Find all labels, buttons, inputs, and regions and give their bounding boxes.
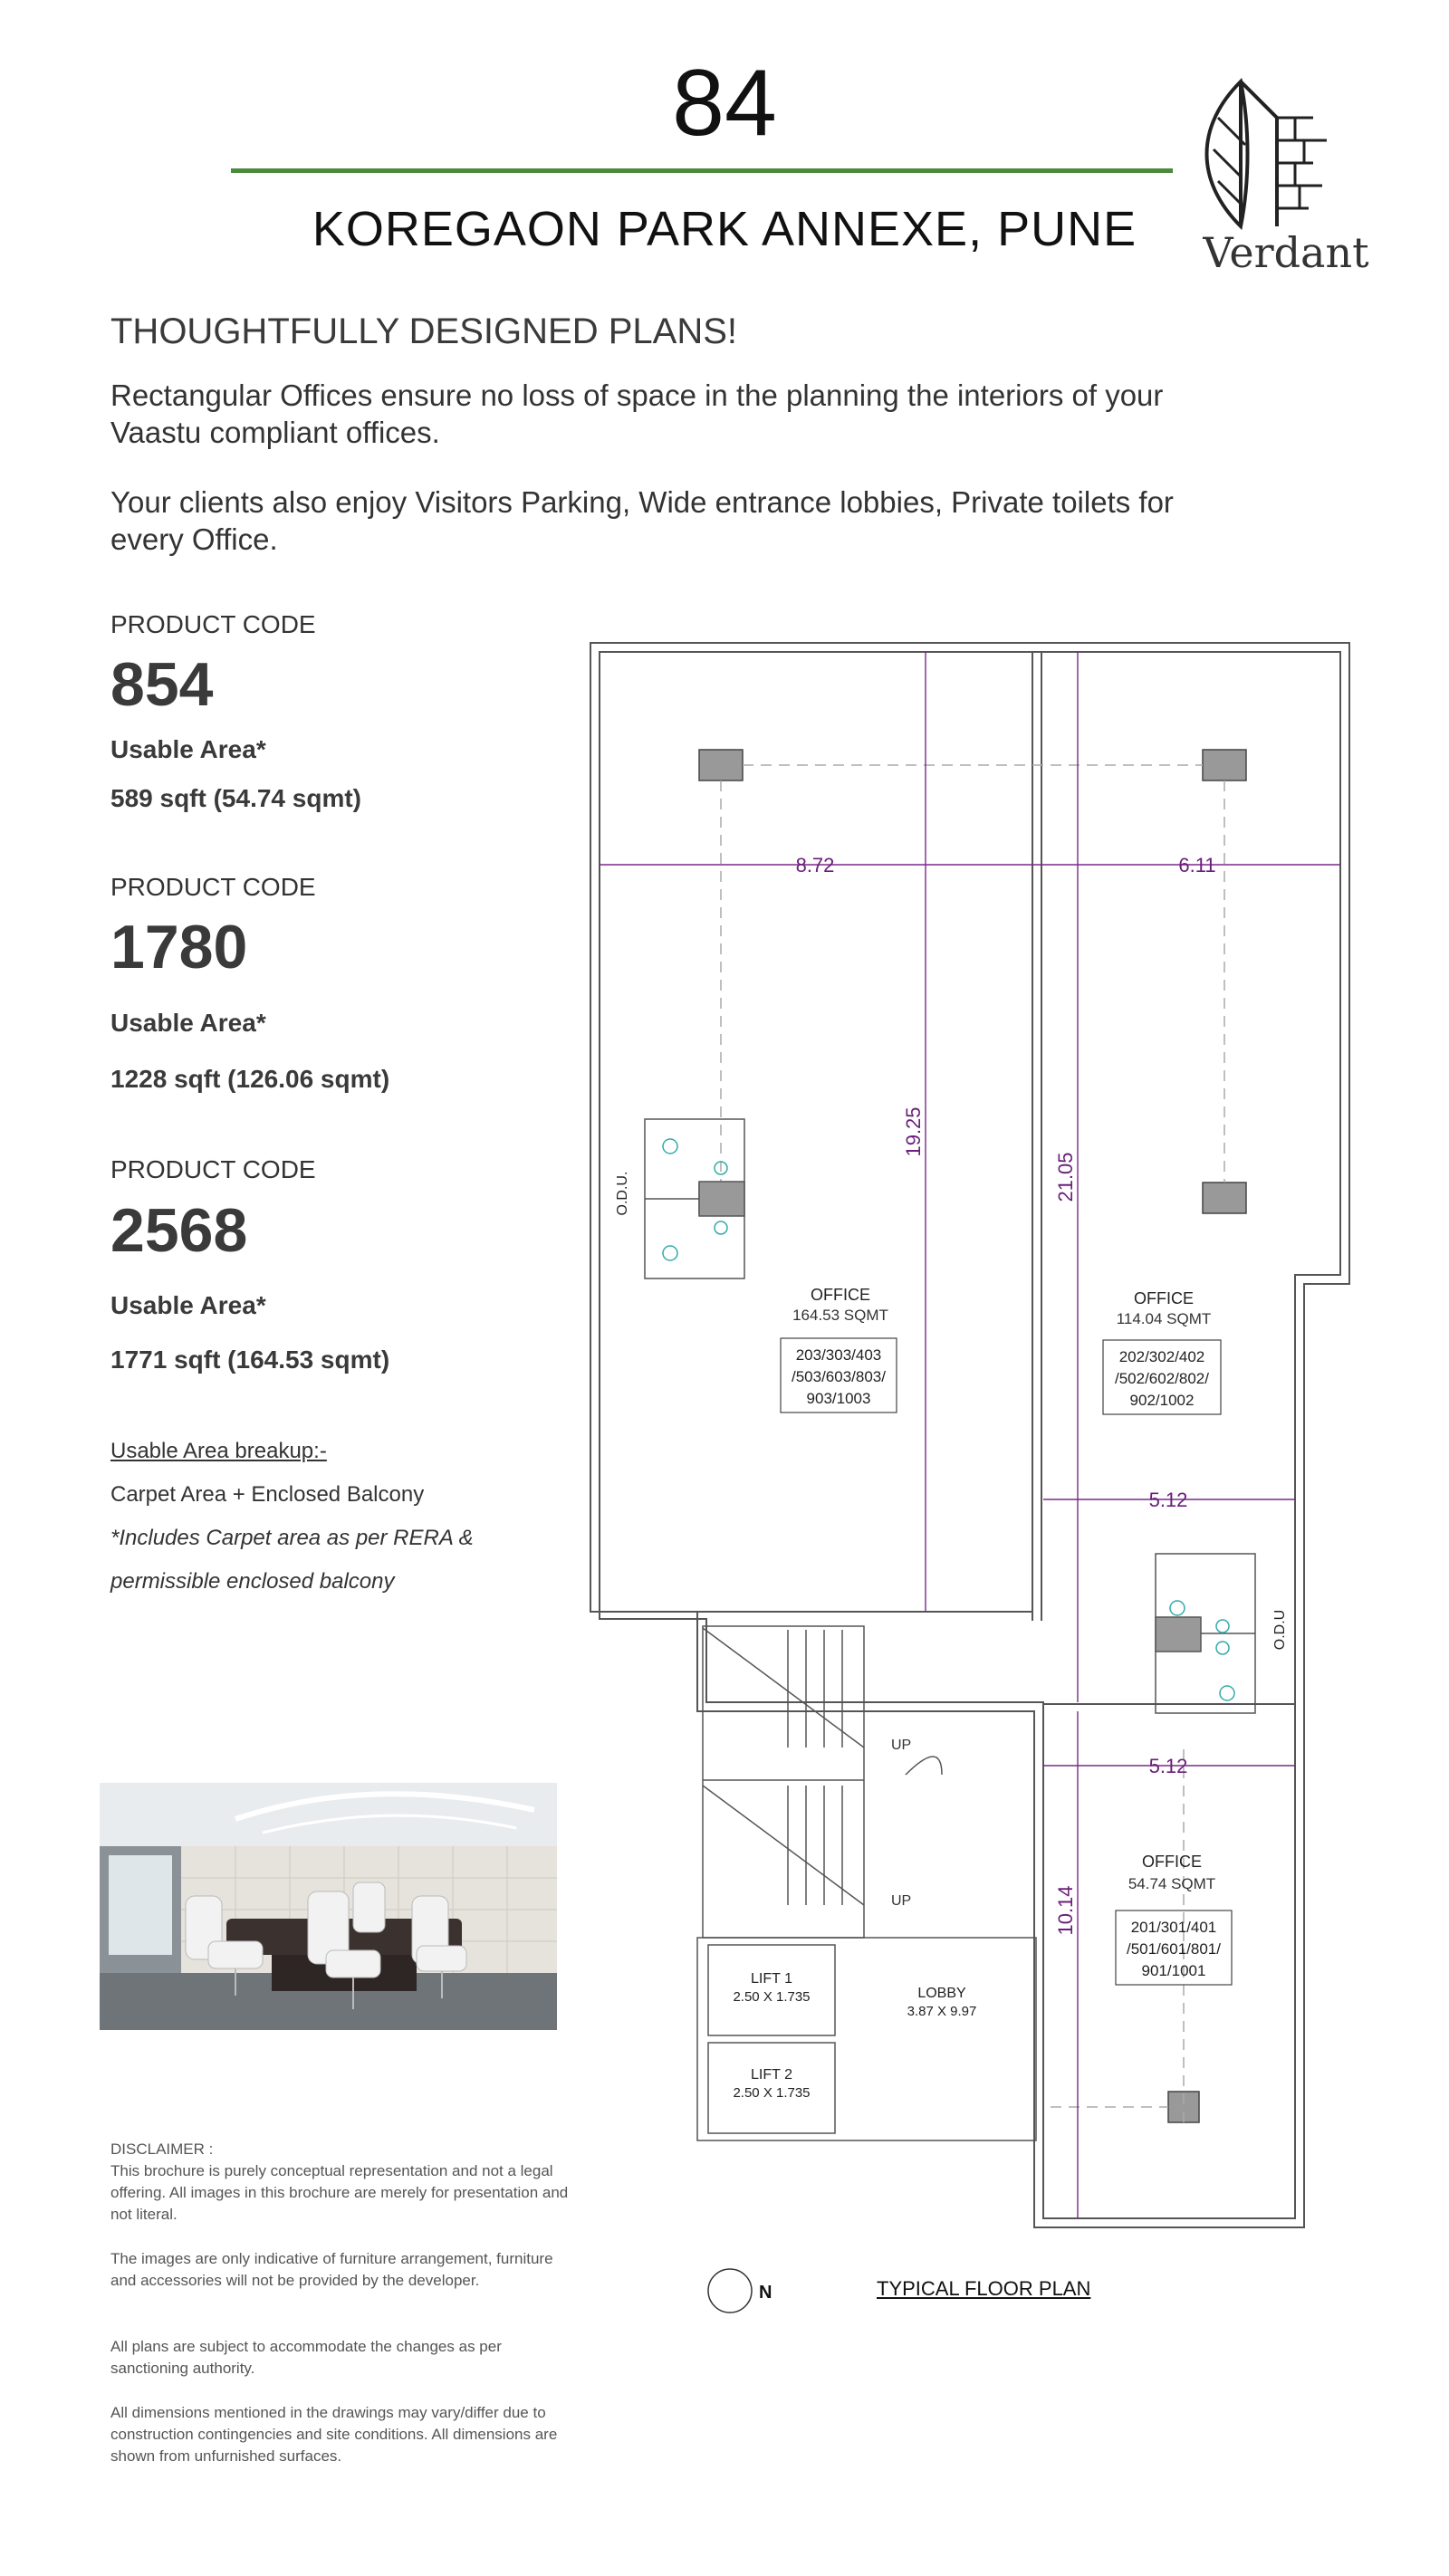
unit-numbers: 901/1001 <box>1141 1962 1206 1979</box>
north-arrow-icon <box>708 2269 752 2313</box>
office-label: OFFICE <box>1134 1289 1194 1307</box>
north-label: N <box>759 2283 772 2303</box>
conference-room-photo <box>100 1783 557 2030</box>
lobby-label: LOBBY <box>917 1986 966 2001</box>
product-code-label: PRODUCT CODE <box>110 873 316 901</box>
unit-numbers: 201/301/401 <box>1130 1919 1217 1936</box>
dimension-label: 8.72 <box>795 854 835 876</box>
dimension-label: 5.12 <box>1148 1755 1188 1777</box>
office-area: 114.04 SQMT <box>1116 1310 1212 1327</box>
logo-wordmark: Verdant <box>1203 228 1369 277</box>
breakup-line: Carpet Area + Enclosed Balcony <box>110 1482 425 1507</box>
usable-area-label: Usable Area* <box>110 1009 266 1037</box>
unit-numbers: 202/302/402 <box>1118 1348 1205 1365</box>
toilet-block-left <box>645 1119 744 1278</box>
dimension-label: 5.12 <box>1148 1489 1188 1511</box>
usable-area-label: Usable Area* <box>110 735 266 763</box>
unit-numbers: 902/1002 <box>1129 1392 1195 1409</box>
disclaimer-paragraph: This brochure is purely conceptual representation and not a legal offering. All images in this brochure are merely for presentation and not literal. <box>110 2162 569 2223</box>
usable-area-value: 1771 sqft (164.53 sqmt) <box>110 1345 390 1374</box>
toilet-block-right <box>1156 1554 1255 1713</box>
intro-paragraph-1: Rectangular Offices ensure no loss of space in the planning the interiors of your Vaastu compliant offices. <box>110 378 1164 449</box>
lift-label: LIFT 2 <box>751 2067 792 2083</box>
product-code-label: PRODUCT CODE <box>110 610 316 638</box>
unit-numbers: /502/602/802/ <box>1115 1370 1209 1387</box>
odu-label: O.D.U. <box>615 1171 630 1216</box>
dimension-label: 21.05 <box>1054 1152 1077 1202</box>
stair-core <box>697 1626 1036 2140</box>
lift-label: LIFT 1 <box>751 1971 792 1987</box>
building-outline <box>590 643 1349 2227</box>
office-label: OFFICE <box>811 1286 870 1304</box>
product-code: 854 <box>110 650 214 719</box>
usable-area-value: 589 sqft (54.74 sqmt) <box>110 784 361 812</box>
unit-numbers: 203/303/403 <box>795 1346 882 1364</box>
disclaimer-paragraph: All plans are subject to accommodate the changes as per sanctioning authority. <box>110 2338 502 2377</box>
product-code: 2568 <box>110 1196 248 1265</box>
stair-up-label: UP <box>891 1893 912 1909</box>
office-area: 164.53 SQMT <box>792 1307 888 1324</box>
lift-size: 2.50 X 1.735 <box>733 2085 811 2101</box>
structural-column <box>699 750 1246 2122</box>
product-code: 1780 <box>110 913 248 982</box>
unit-numbers: /501/601/801/ <box>1127 1940 1221 1958</box>
building-number: 84 <box>672 51 777 156</box>
disclaimer-paragraph: All dimensions mentioned in the drawings may vary/differ due to construction contingencies and site conditions. All dimensions are shown from unfurnished surfaces. <box>110 2404 558 2465</box>
header-divider <box>231 168 1173 173</box>
breakup-note: *Includes Carpet area as per RERA & <box>110 1526 474 1550</box>
disclaimer-paragraph: The images are only indicative of furniture arrangement, furniture and accessories will not be provided by the developer. <box>110 2250 553 2289</box>
lift-size: 2.50 X 1.735 <box>733 1989 811 2005</box>
floor-plan-drawing <box>580 634 1358 2318</box>
dimension-label: 6.11 <box>1178 854 1216 876</box>
office-label: OFFICE <box>1142 1853 1202 1871</box>
intro-paragraph-2: Your clients also enjoy Visitors Parking, Wide entrance lobbies, Private toilets for every Office. <box>110 485 1174 556</box>
office-area: 54.74 SQMT <box>1128 1875 1216 1892</box>
odu-label: O.D.U <box>1272 1609 1288 1651</box>
usable-area-value: 1228 sqft (126.06 sqmt) <box>110 1065 390 1093</box>
unit-numbers: 903/1003 <box>806 1390 871 1407</box>
disclaimer-heading: DISCLAIMER : <box>110 2140 214 2158</box>
usable-area-label: Usable Area* <box>110 1291 266 1319</box>
stair-up-label: UP <box>891 1738 912 1753</box>
breakup-note: permissible enclosed balcony <box>110 1569 395 1594</box>
tagline: THOUGHTFULLY DESIGNED PLANS! <box>110 311 737 351</box>
unit-numbers: /503/603/803/ <box>792 1368 886 1385</box>
floor-plan-title: TYPICAL FLOOR PLAN <box>877 2277 1091 2300</box>
breakup-title: Usable Area breakup:- <box>110 1439 327 1463</box>
dimension-label: 10.14 <box>1054 1885 1077 1936</box>
product-code-label: PRODUCT CODE <box>110 1155 316 1183</box>
project-title: KOREGAON PARK ANNEXE, PUNE <box>312 202 1137 256</box>
dimension-label: 19.25 <box>902 1106 925 1157</box>
lobby-size: 3.87 X 9.97 <box>907 2004 977 2019</box>
